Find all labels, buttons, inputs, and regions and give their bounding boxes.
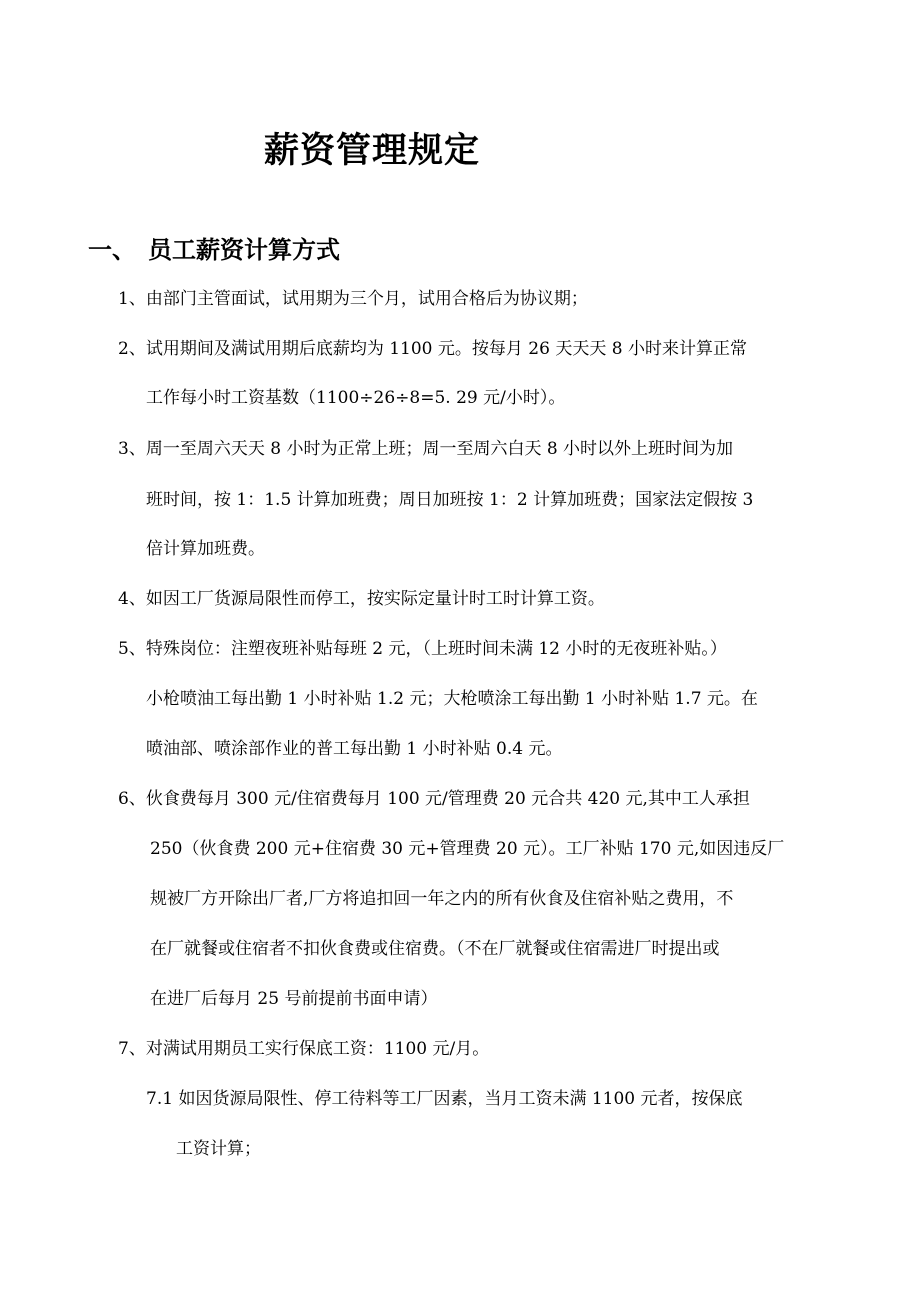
rule-6-line-4: 在厂就餐或住宿者不扣伙食费或住宿费。（不在厂就餐或住宿需进厂时提出或	[150, 939, 720, 959]
rule-3-line-2: 班时间，按 1：1.5 计算加班费；周日加班按 1：2 计算加班费；国家法定假按 3	[146, 490, 754, 510]
rule-6-line-2: 250（伙食费 200 元+住宿费 30 元+管理费 20 元）。工厂补贴 170 元,如因违反厂	[150, 839, 785, 859]
section-heading	[88, 230, 340, 270]
rule-5-line-1: 5、特殊岗位：注塑夜班补贴每班 2 元，（上班时间未满 12 小时的无夜班补贴。）	[118, 639, 727, 659]
rule-5-line-3: 喷油部、喷涂部作业的普工每出勤 1 小时补贴 0.4 元。	[146, 739, 563, 759]
rule-6-line-5: 在进厂后每月 25 号前提前书面申请）	[150, 989, 438, 1009]
rule-7-1-line-1: 7.1 如因货源局限性、停工待料等工厂因素，当月工资未满 1100 元者，按保底	[146, 1089, 743, 1109]
rule-3-line-3: 倍计算加班费。	[146, 539, 265, 559]
section-number: 一、	[88, 236, 136, 264]
rule-6-line-1: 6、伙食费每月 300 元/住宿费每月 100 元/管理费 20 元合共 420 元,其中工人承担	[118, 789, 750, 809]
rule-2-line-2: 工作每小时工资基数（1100÷26÷8=5. 29 元/小时）。	[146, 388, 566, 408]
rule-2-line-1: 2、试用期间及满试用期后底薪均为 1100 元。按每月 26 天天天 8 小时来计算正常	[118, 339, 747, 359]
rule-3-line-1: 3、周一至周六天天 8 小时为正常上班；周一至周六白天 8 小时以外上班时间为加	[118, 439, 734, 459]
rule-4: 4、如因工厂货源局限性而停工，按实际定量计时工时计算工资。	[118, 589, 605, 609]
rule-7-1-line-2: 工资计算；	[176, 1139, 261, 1159]
document-title: 薪资管理规定	[264, 131, 481, 171]
rule-5-line-2: 小枪喷油工每出勤 1 小时补贴 1.2 元；大枪喷涂工每出勤 1 小时补贴 1.7 元。在	[146, 689, 758, 709]
rule-6-line-3: 规被厂方开除出厂者,厂方将追扣回一年之内的所有伙食及住宿补贴之费用，不	[150, 889, 734, 909]
section-title: 员工薪资计算方式	[148, 236, 340, 264]
rule-7: 7、对满试用期员工实行保底工资：1100 元/月。	[118, 1039, 490, 1059]
rule-1: 1、由部门主管面试，试用期为三个月，试用合格后为协议期；	[118, 289, 588, 309]
